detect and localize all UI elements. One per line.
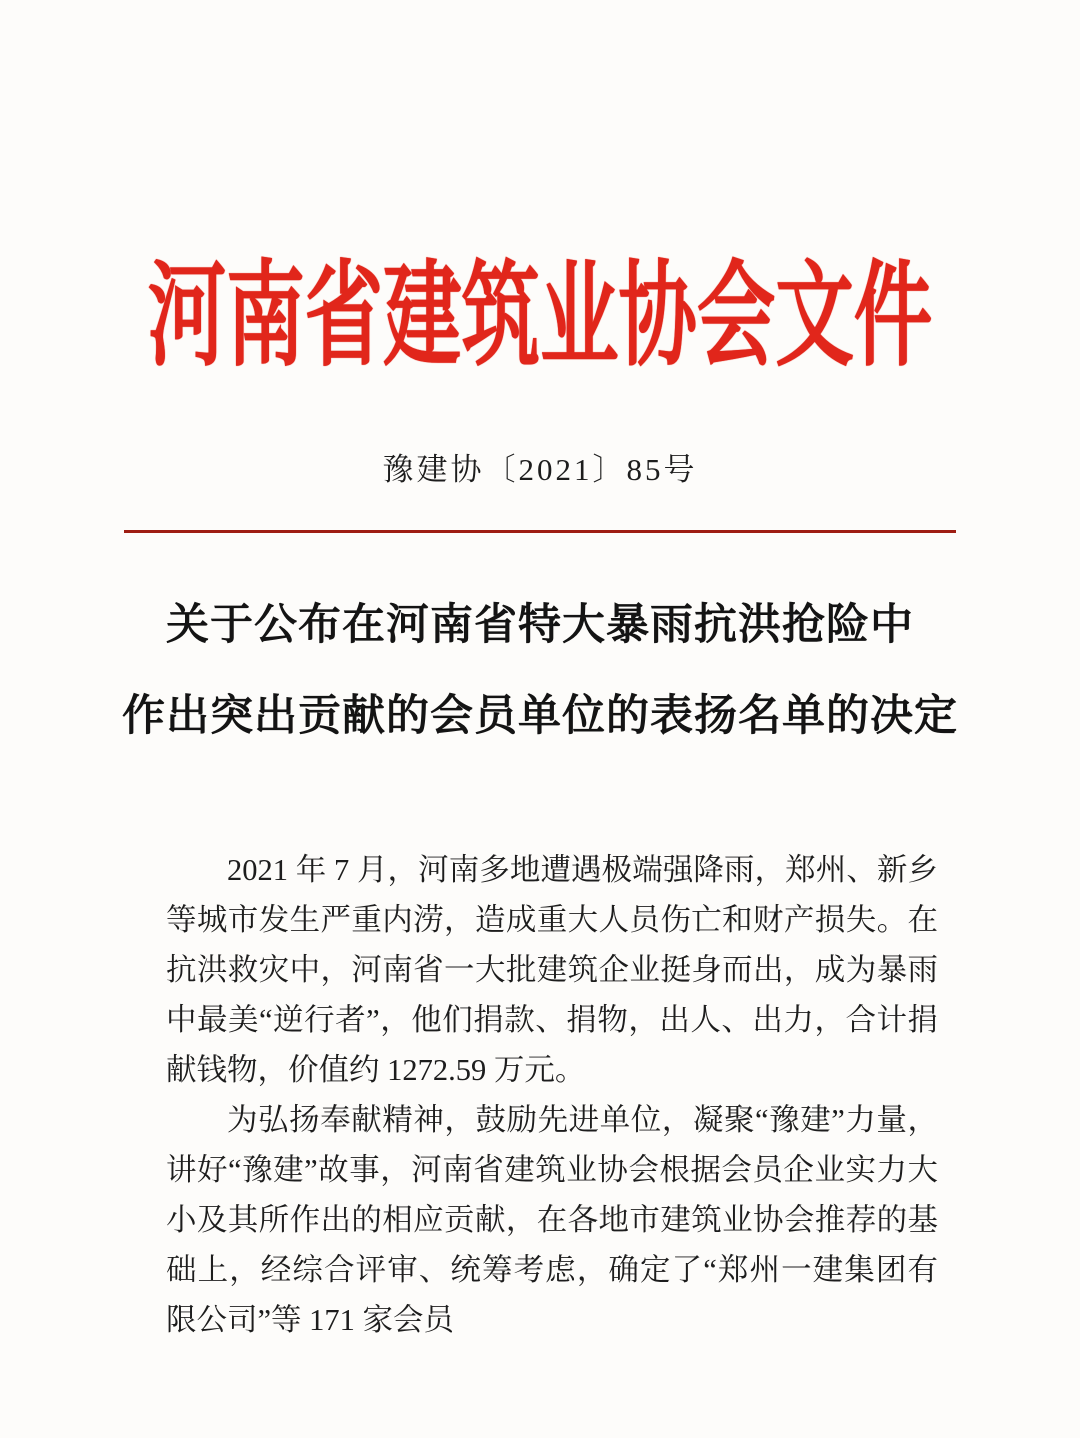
document-title-line1: 关于公布在河南省特大暴雨抗洪抢险中 bbox=[166, 602, 914, 649]
body-paragraph: 2021 年 7 月，河南多地遭遇极端强降雨，郑州、新乡等城市发生严重内涝，造成重大人员伤亡和财产损失。在抗洪救灾中，河南省一大批建筑企业挺身而出，成为暴雨中最美“逆行者”，他们捐款、捐物，出人、出力，合计捐献钱物，价值约 1272.59 万元。 bbox=[166, 853, 938, 1087]
red-divider-line bbox=[124, 530, 956, 533]
document-title-line2: 作出突出贡献的会员单位的表扬名单的决定 bbox=[122, 693, 958, 740]
document-body bbox=[166, 845, 938, 1345]
document-title bbox=[0, 580, 1080, 762]
body-paragraph: 为弘扬奉献精神，鼓励先进单位，凝聚“豫建”力量，讲好“豫建”故事，河南省建筑业协会根据会员企业实力大小及其所作出的相应贡献，在各地市建筑业协会推荐的基础上，经综合评审、统筹考虑，确定了“郑州一建集团有限公司”等 171 家会员 bbox=[166, 1103, 938, 1337]
document-number: 豫建协〔2021〕85号 bbox=[382, 452, 698, 487]
letterhead-title: 河南省建筑业协会文件 bbox=[147, 253, 933, 380]
